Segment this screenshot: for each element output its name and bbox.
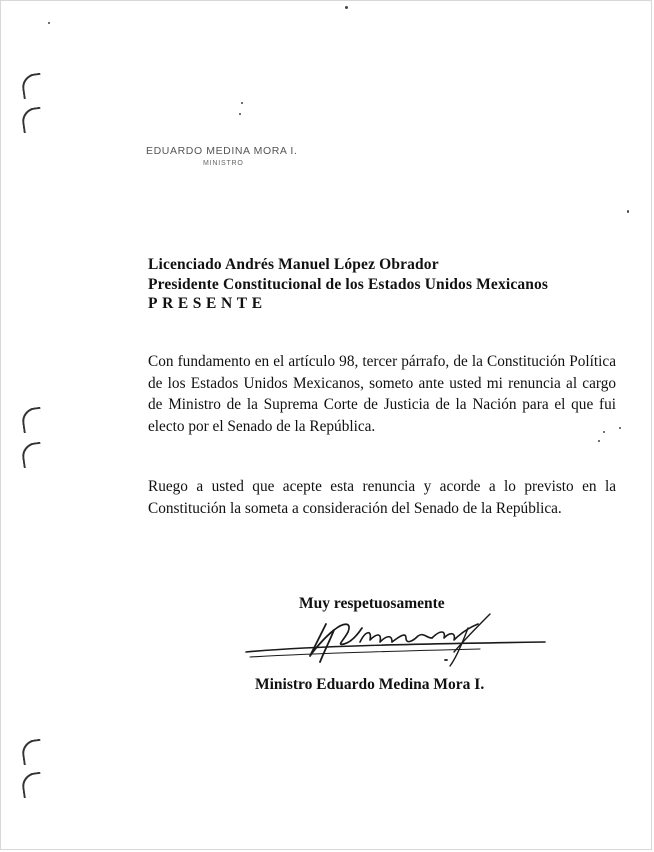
handwritten-signature [240, 608, 560, 670]
scan-speck [345, 6, 348, 9]
addressee-presente: PRESENTE [148, 295, 267, 312]
scan-speck [598, 440, 600, 442]
scan-speck [619, 427, 621, 429]
addressee-block [148, 255, 548, 314]
scan-speck [48, 22, 50, 24]
letterhead-name: EDUARDO MEDINA MORA I. [146, 145, 298, 157]
body-paragraph-2: Ruego a usted que acepte esta renuncia y acorde a lo previsto en la Constitución la someta a consideración del Senado de la República. [148, 478, 616, 517]
scan-speck [627, 210, 629, 213]
closing-phrase: Muy respetuosamente [299, 595, 445, 612]
letterhead-title: MINISTRO [203, 160, 244, 167]
scan-speck [241, 102, 243, 104]
addressee-name: Licenciado Andrés Manuel López Obrador [148, 256, 439, 273]
addressee-position: Presidente Constitucional de los Estados Unidos Mexicanos [148, 275, 549, 293]
body-paragraph-1: Con fundamento en el artículo 98, tercer párrafo, de la Constitución Política de los Estados Unidos Mexicanos, someto ante usted mi renuncia al cargo de Ministro de la Suprema Corte de Justicia de la Nación para el que fui electo por el Senado de la República. [148, 353, 616, 435]
signer-name: Ministro Eduardo Medina Mora I. [255, 676, 485, 693]
scan-speck [239, 113, 241, 115]
